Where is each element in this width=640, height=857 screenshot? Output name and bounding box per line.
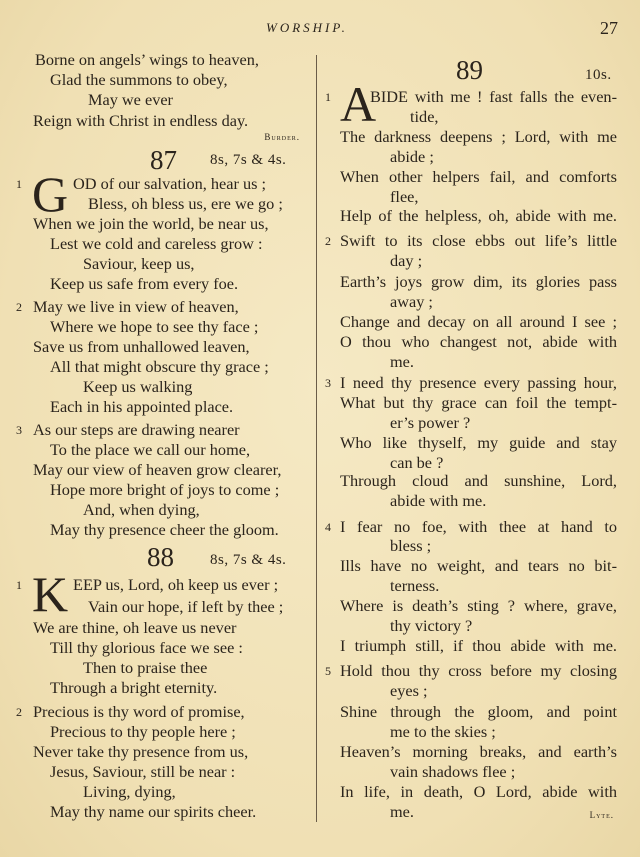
verse-line: May thy name our spirits cheer. [50,802,257,821]
verse-line: Each in his appointed place. [50,397,234,416]
verse-line: me to the skies ; [390,722,496,741]
verse-line: eyes ; [390,681,428,700]
verse-line: me. [390,802,414,821]
stanza-number: 3 [16,423,22,437]
hymn-meter: 10s. [585,67,612,83]
verse-line: May we live in view of heaven, [33,297,239,316]
verse-line: Hold thou thy cross before my closing [340,661,617,680]
running-header: WORSHIP. [266,20,348,35]
verse-line: In life, in death, O Lord, abide with [340,782,617,801]
verse-line: thy victory ? [390,616,473,635]
verse-line: I fear no foe, with thee at hand to [340,517,617,536]
verse-line: O thou who changest not, abide with [340,332,617,351]
verse-line: May we ever [88,90,173,109]
verse-line: What but thy grace can foil the tempt- [340,393,617,412]
verse-line: me. [390,352,414,371]
hymn-number: 87 [150,145,177,175]
verse-line: The darkness deepens ; Lord, with me [340,127,617,146]
verse-line: can be ? [390,453,444,472]
verse-line: away ; [390,292,433,311]
verse-line: day ; [390,251,423,270]
verse-line: And, when dying, [83,500,200,519]
verse-line: Hope more bright of joys to come ; [50,480,280,499]
drop-cap: A [340,76,377,132]
verse-line: Shine through the gloom, and point [340,702,617,721]
drop-cap: G [32,166,69,222]
verse-line: Keep us walking [83,377,193,396]
page-number: 27 [600,18,618,38]
verse-line: Save us from unhallowed leaven, [33,337,250,356]
verse-line: tide, [410,107,439,126]
verse-line: OD of our salvation, hear us ; [73,174,267,193]
verse-line: Earth’s joys grow dim, its glories pass [340,272,617,291]
hymn-meter: 8s, 7s & 4s. [210,552,287,568]
verse-line: er’s power ? [390,413,471,432]
hymn-author: Lyte. [589,810,614,820]
verse-line: flee, [390,187,419,206]
verse-line: Precious to thy people here ; [50,722,236,741]
verse-line: Ills have no weight, and tears no bit- [340,556,617,575]
verse-line: Heaven’s morning breaks, and earth’s [340,742,617,761]
verse-line: Till thy glorious face we see : [50,638,243,657]
verse-line: Where is death’s sting ? where, grave, [340,596,617,615]
verse-line: Precious is thy word of promise, [33,702,245,721]
verse-line: Reign with Christ in endless day. [33,111,249,130]
verse-line: Saviour, keep us, [83,254,195,273]
verse-line: When we join the world, be near us, [33,214,269,233]
verse-line: Help of the helpless, oh, abide with me. [340,206,617,225]
stanza-number: 4 [325,520,331,534]
column-divider [316,55,317,822]
verse-line: abide ; [390,147,434,166]
verse-line: We are thine, oh leave us never [33,618,237,637]
verse-line: terness. [390,576,440,595]
verse-line: Bless, oh bless us, ere we go ; [88,194,283,213]
verse-line: To the place we call our home, [50,440,251,459]
verse-line: All that might obscure thy grace ; [50,357,269,376]
verse-line: May our view of heaven grow clearer, [33,460,282,479]
verse-line: Where we hope to see thy face ; [50,317,259,336]
verse-line: Through a bright eternity. [50,678,218,697]
stanza-number: 1 [325,90,331,104]
verse-line: As our steps are drawing nearer [33,420,240,439]
verse-line: Borne on angels’ wings to heaven, [35,50,259,69]
hymn-author: Burder. [264,132,300,142]
verse-line: Then to praise thee [83,658,208,677]
stanza-number: 3 [325,376,331,390]
verse-line: vain shadows flee ; [390,762,516,781]
verse-line: Lest we cold and careless grow : [50,234,263,253]
verse-line: abide with me. [390,491,487,510]
verse-line: BIDE with me ! fast falls the even- [370,87,617,106]
verse-line: Keep us safe from every foe. [50,274,239,293]
hymn-number: 88 [147,542,174,572]
verse-line: Living, dying, [83,782,176,801]
verse-line: I triumph still, if thou abide with me. [340,636,617,655]
stanza-number: 1 [16,177,22,191]
verse-line: May thy presence cheer the gloom. [50,520,279,539]
verse-line: Glad the summons to obey, [50,70,228,89]
stanza-number: 2 [16,705,22,719]
verse-line: EEP us, Lord, oh keep us ever ; [73,575,279,594]
verse-line: Vain our hope, if left by thee ; [88,597,284,616]
verse-line: Jesus, Saviour, still be near : [50,762,236,781]
verse-line: I need thy presence every passing hour, [340,373,617,392]
stanza-number: 2 [325,234,331,248]
verse-line: Swift to its close ebbs out life’s little [340,231,617,250]
verse-line: Who like thyself, my guide and stay [340,433,617,452]
stanza-number: 2 [16,300,22,314]
drop-cap: K [32,566,69,622]
hymn-meter: 8s, 7s & 4s. [210,152,287,168]
verse-line: Through cloud and sunshine, Lord, [340,471,617,490]
verse-line: When other helpers fail, and comforts [340,167,617,186]
verse-line: Never take thy presence from us, [33,742,249,761]
hymn-number: 89 [456,55,483,85]
stanza-number: 5 [325,664,331,678]
stanza-number: 1 [16,578,22,592]
verse-line: bless ; [390,536,432,555]
verse-line: Change and decay on all around I see ; [340,312,617,331]
